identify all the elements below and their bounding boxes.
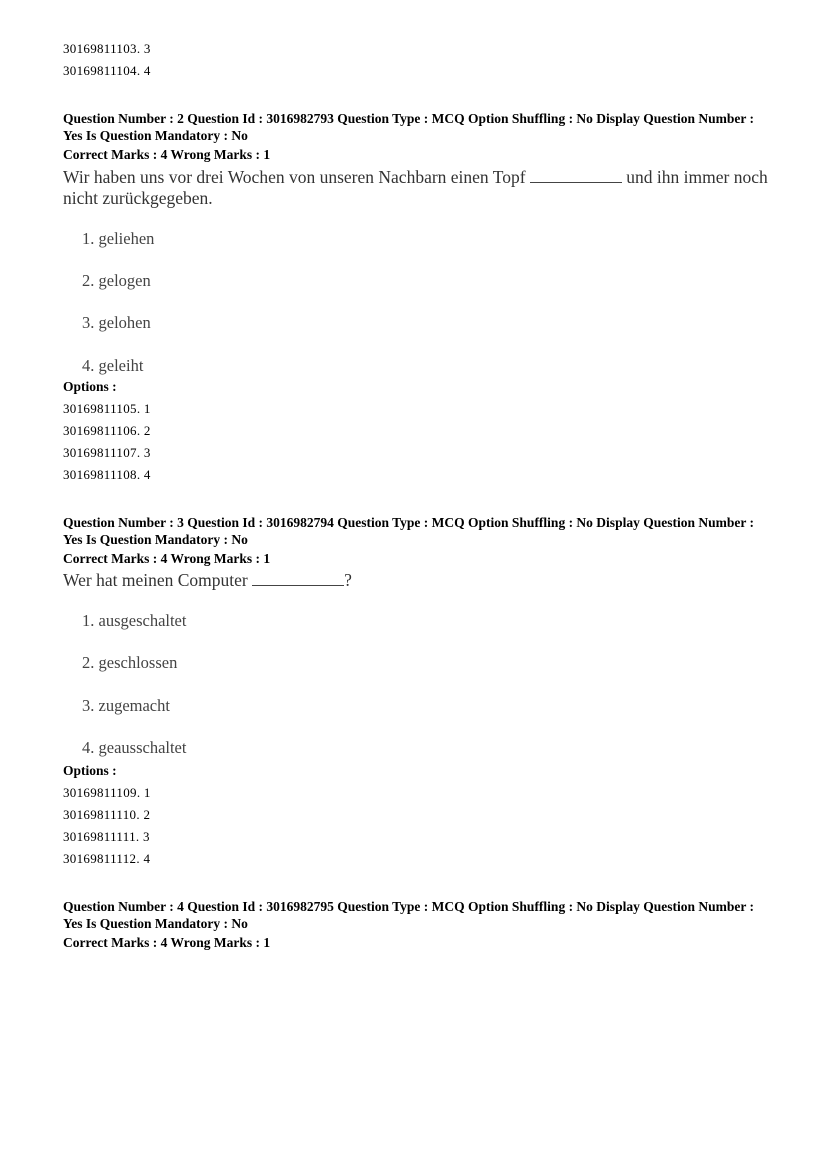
option-line: 30169811112. 4: [63, 851, 151, 866]
question-text-after: ?: [344, 570, 352, 590]
answer-choice: 1. geliehen: [82, 229, 155, 248]
answer-choice: 1. ausgeschaltet: [82, 611, 187, 630]
option-line: 30169811105. 1: [63, 401, 151, 416]
option-line: 30169811108. 4: [63, 467, 151, 482]
answer-choice: 2. gelogen: [82, 271, 151, 290]
question-header: Question Number : 3 Question Id : 3016982794 Question Type : MCQ Option Shuffling : No Display Question Number : Yes Is Question Mandatory : No: [63, 515, 754, 547]
options-label: Options :: [63, 379, 117, 394]
answer-choice: 2. geschlossen: [82, 653, 178, 672]
marks-line: Correct Marks : 4 Wrong Marks : 1: [63, 551, 271, 566]
answer-blank: [252, 571, 344, 586]
answer-choice: 3. gelohen: [82, 313, 151, 332]
option-line: 30169811111. 3: [63, 829, 150, 844]
question-header: Question Number : 4 Question Id : 3016982795 Question Type : MCQ Option Shuffling : No Display Question Number : Yes Is Question Mandatory : No: [63, 899, 754, 931]
question-text-after: und ihn immer noch nicht zurückgegeben.: [63, 167, 768, 208]
option-line: 30169811104. 4: [63, 63, 151, 78]
answer-choice: 3. zugemacht: [82, 696, 170, 715]
question-text: [63, 167, 773, 209]
answer-blank: [530, 168, 622, 183]
question-header: Question Number : 2 Question Id : 3016982793 Question Type : MCQ Option Shuffling : No Display Question Number : Yes Is Question Mandatory : No: [63, 111, 754, 143]
question-text: [63, 570, 773, 591]
option-line: 30169811110. 2: [63, 807, 151, 822]
option-line: 30169811103. 3: [63, 41, 151, 56]
options-label: Options :: [63, 763, 117, 778]
answer-choice: 4. geausschaltet: [82, 738, 187, 757]
option-line: 30169811107. 3: [63, 445, 151, 460]
question-text-before: Wer hat meinen Computer: [63, 570, 248, 590]
question-text-before: Wir haben uns vor drei Wochen von unseren Nachbarn einen Topf: [63, 167, 526, 187]
option-line: 30169811106. 2: [63, 423, 151, 438]
answer-choice: 4. geleiht: [82, 356, 144, 375]
marks-line: Correct Marks : 4 Wrong Marks : 1: [63, 935, 271, 950]
option-line: 30169811109. 1: [63, 785, 151, 800]
marks-line: Correct Marks : 4 Wrong Marks : 1: [63, 147, 271, 162]
